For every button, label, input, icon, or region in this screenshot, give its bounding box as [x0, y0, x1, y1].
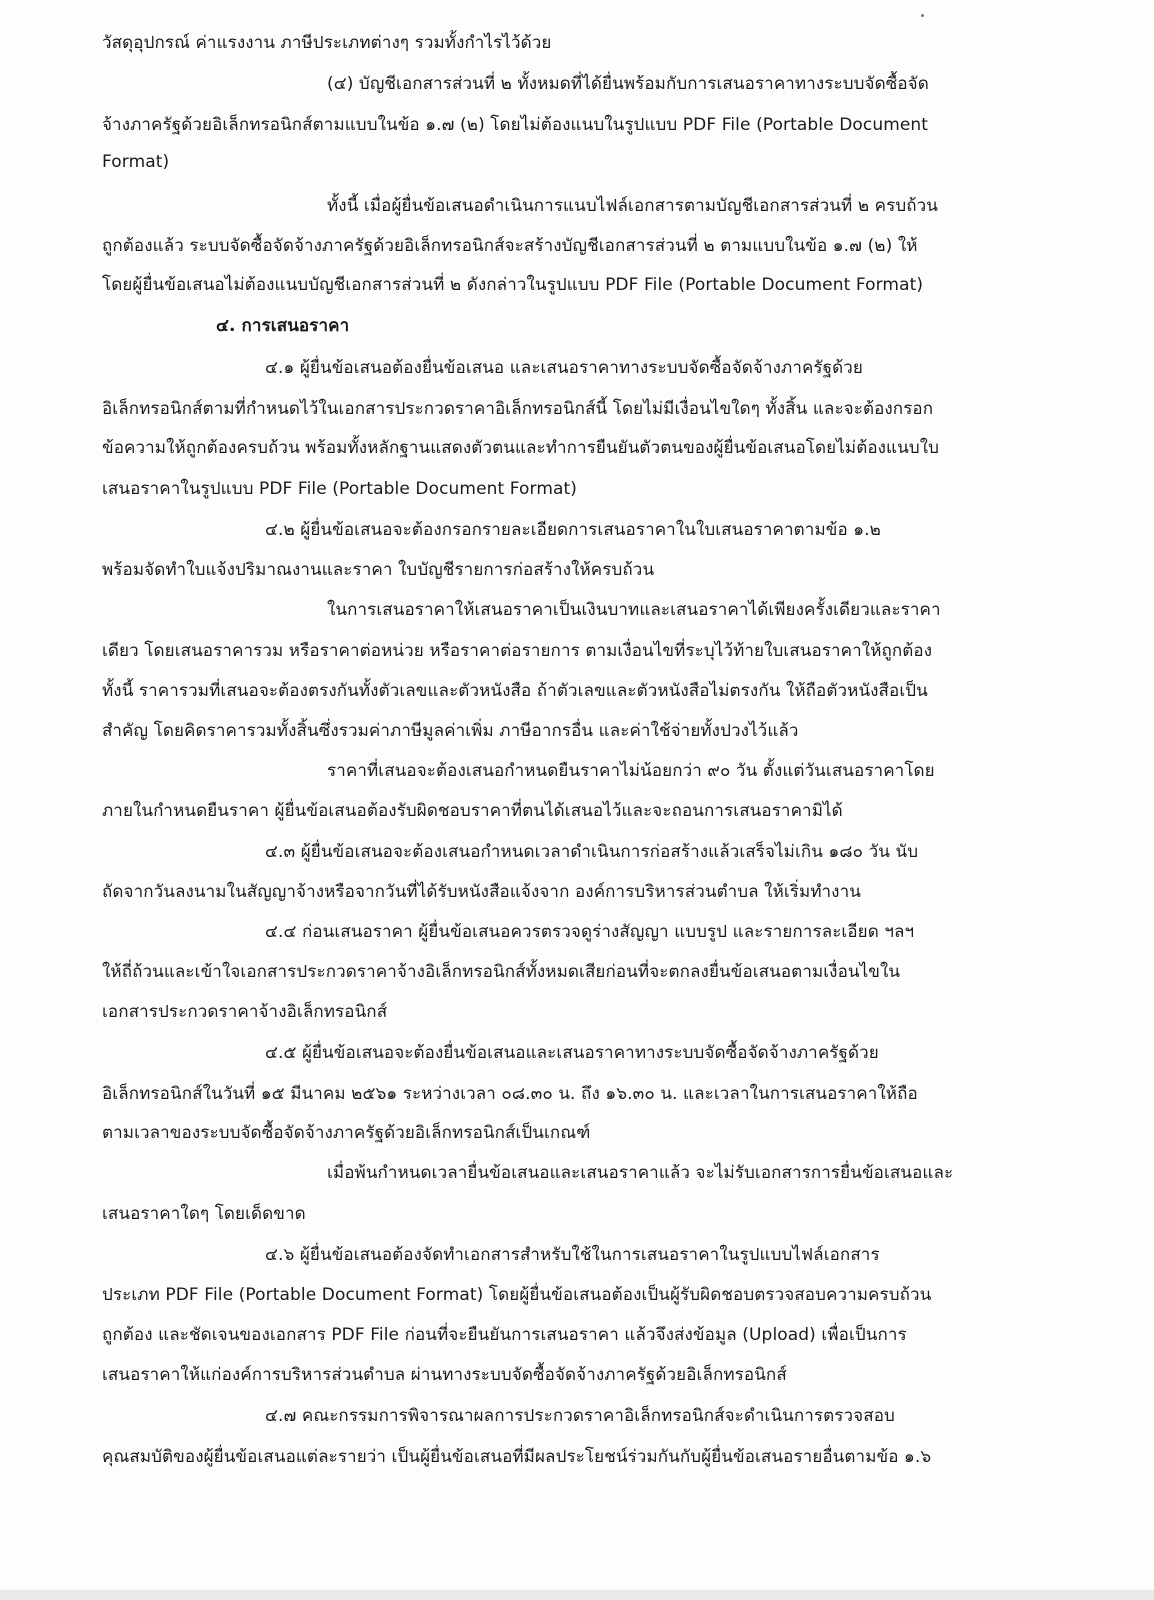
text-line: Format)	[102, 152, 170, 172]
text-line: จ้างภาครัฐด้วยอิเล็กทรอนิกส์ตามแบบในข้อ ๑.๗ (๒) โดยไม่ต้องแนบในรูปแบบ PDF File (Portable Document	[102, 115, 929, 135]
text-line: ๔.๒ ผู้ยื่นข้อเสนอจะต้องกรอกรายละเอียดการเสนอราคาในใบเสนอราคาตามข้อ ๑.๒	[265, 520, 881, 540]
text-line: อิเล็กทรอนิกส์ในวันที่ ๑๕ มีนาคม ๒๕๖๑ ระหว่างเวลา ๐๘.๓๐ น. ถึง ๑๖.๓๐ น. และเวลาในการเสนอราคาให้ถือ	[102, 1084, 918, 1104]
text-line: ๔.๖ ผู้ยื่นข้อเสนอต้องจัดทำเอกสารสำหรับใช้ในการเสนอราคาในรูปแบบไฟล์เอกสาร	[265, 1245, 880, 1265]
text-line: ๔.๕ ผู้ยื่นข้อเสนอจะต้องยื่นข้อเสนอและเสนอราคาทางระบบจัดซื้อจัดจ้างภาครัฐด้วย	[265, 1043, 879, 1063]
text-line: วัสดุอุปกรณ์ ค่าแรงงาน ภาษีประเภทต่างๆ รวมทั้งกำไรไว้ด้วย	[102, 33, 552, 53]
text-line: พร้อมจัดทำใบแจ้งปริมาณงานและราคา ใบบัญชีรายการก่อสร้างให้ครบถ้วน	[102, 560, 655, 580]
text-line: เสนอราคาในรูปแบบ PDF File (Portable Document Format)	[102, 479, 578, 499]
text-line: ตามเวลาของระบบจัดซื้อจัดจ้างภาครัฐด้วยอิเล็กทรอนิกส์เป็นเกณฑ์	[102, 1123, 591, 1143]
text-line: เสนอราคาใดๆ โดยเด็ดขาด	[102, 1204, 306, 1224]
text-line: ราคาที่เสนอจะต้องเสนอกำหนดยืนราคาไม่น้อยกว่า ๙๐ วัน ตั้งแต่วันเสนอราคาโดย	[327, 761, 935, 781]
text-line: เสนอราคาให้แก่องค์การบริหารส่วนตำบล ผ่านทางระบบจัดซื้อจัดจ้างภาครัฐด้วยอิเล็กทรอนิกส์	[102, 1365, 787, 1385]
text-line: ถูกต้อง และชัดเจนของเอกสาร PDF File ก่อนที่จะยืนยันการเสนอราคา แล้วจึงส่งข้อมูล (Upload) เพื่อเป็นการ	[102, 1325, 907, 1345]
text-line: ประเภท PDF File (Portable Document Format) โดยผู้ยื่นข้อเสนอต้องเป็นผู้รับผิดชอบตรวจสอบความครบถ้วน	[102, 1285, 932, 1305]
text-line: โดยผู้ยื่นข้อเสนอไม่ต้องแนบบัญชีเอกสารส่วนที่ ๒ ดังกล่าวในรูปแบบ PDF File (Portable Document Format)	[102, 275, 924, 295]
text-line: ให้ถี่ถ้วนและเข้าใจเอกสารประกวดราคาจ้างอิเล็กทรอนิกส์ทั้งหมดเสียก่อนที่จะตกลงยื่นข้อเสนอตามเงื่อนไขใน	[102, 962, 901, 982]
text-line: ถูกต้องแล้ว ระบบจัดซื้อจัดจ้างภาครัฐด้วยอิเล็กทรอนิกส์จะสร้างบัญชีเอกสารส่วนที่ ๒ ตามแบบในข้อ ๑.๗ (๒) ให้	[102, 236, 918, 256]
section-heading: ๔. การเสนอราคา	[216, 316, 350, 336]
text-line: ข้อความให้ถูกต้องครบถ้วน พร้อมทั้งหลักฐานแสดงตัวตนและทำการยืนยันตัวตนของผู้ยื่นข้อเสนอโดยไม่ต้องแนบใบ	[102, 438, 940, 458]
text-line: ๔.๑ ผู้ยื่นข้อเสนอต้องยื่นข้อเสนอ และเสนอราคาทางระบบจัดซื้อจัดจ้างภาครัฐด้วย	[265, 358, 863, 378]
text-line: ๔.๗ คณะกรรมการพิจารณาผลการประกวดราคาอิเล็กทรอนิกส์จะดำเนินการตรวจสอบ	[265, 1406, 895, 1426]
text-line: ๔.๔ ก่อนเสนอราคา ผู้ยื่นข้อเสนอควรตรวจดูร่างสัญญา แบบรูป และรายการละเอียด ฯลฯ	[265, 922, 915, 942]
text-line: ทั้งนี้ ราคารวมที่เสนอจะต้องตรงกันทั้งตัวเลขและตัวหนังสือ ถ้าตัวเลขและตัวหนังสือไม่ตรงกัน ให้ถือตัวหนังสือเป็น	[102, 681, 928, 701]
text-line: (๔) บัญชีเอกสารส่วนที่ ๒ ทั้งหมดที่ได้ยื่นพร้อมกับการเสนอราคาทางระบบจัดซื้อจัด	[327, 74, 929, 94]
text-line: เดียว โดยเสนอราคารวม หรือราคาต่อหน่วย หรือราคาต่อรายการ ตามเงื่อนไขที่ระบุไว้ท้ายใบเสนอราคาให้ถูกต้อง	[102, 641, 933, 661]
text-line: ภายในกำหนดยืนราคา ผู้ยื่นข้อเสนอต้องรับผิดชอบราคาที่ตนได้เสนอไว้และจะถอนการเสนอราคามิได้	[102, 801, 843, 821]
text-line: อิเล็กทรอนิกส์ตามที่กำหนดไว้ในเอกสารประกวดราคาอิเล็กทรอนิกส์นี้ โดยไม่มีเงื่อนไขใดๆ ทั้งสิ้น และจะต้องกรอก	[102, 399, 934, 419]
text-line: เมื่อพ้นกำหนดเวลายื่นข้อเสนอและเสนอราคาแล้ว จะไม่รับเอกสารการยื่นข้อเสนอและ	[327, 1163, 954, 1183]
text-line: ถัดจากวันลงนามในสัญญาจ้างหรือจากวันที่ได้รับหนังสือแจ้งจาก องค์การบริหารส่วนตำบล ให้เริ่มทำงาน	[102, 882, 861, 902]
text-line: คุณสมบัติของผู้ยื่นข้อเสนอแต่ละรายว่า เป็นผู้ยื่นข้อเสนอที่มีผลประโยชน์ร่วมกันกับผู้ยื่นข้อเสนอรายอื่นตามข้อ ๑.๖	[102, 1447, 932, 1467]
text-line: สำคัญ โดยคิดราคารวมทั้งสิ้นซึ่งรวมค่าภาษีมูลค่าเพิ่ม ภาษีอากรอื่น และค่าใช้จ่ายทั้งปวงไว้แล้ว	[102, 721, 799, 741]
text-line: ในการเสนอราคาให้เสนอราคาเป็นเงินบาทและเสนอราคาได้เพียงครั้งเดียวและราคา	[327, 600, 941, 620]
scan-bottom-edge	[0, 1590, 1154, 1600]
text-line: ทั้งนี้ เมื่อผู้ยื่นข้อเสนอดำเนินการแนบไฟล์เอกสารตามบัญชีเอกสารส่วนที่ ๒ ครบถ้วน	[327, 196, 938, 216]
scan-speck	[921, 14, 924, 17]
text-line: ๔.๓ ผู้ยื่นข้อเสนอจะต้องเสนอกำหนดเวลาดำเนินการก่อสร้างแล้วเสร็จไม่เกิน ๑๘๐ วัน นับ	[265, 842, 919, 862]
text-line: เอกสารประกวดราคาจ้างอิเล็กทรอนิกส์	[102, 1002, 388, 1022]
